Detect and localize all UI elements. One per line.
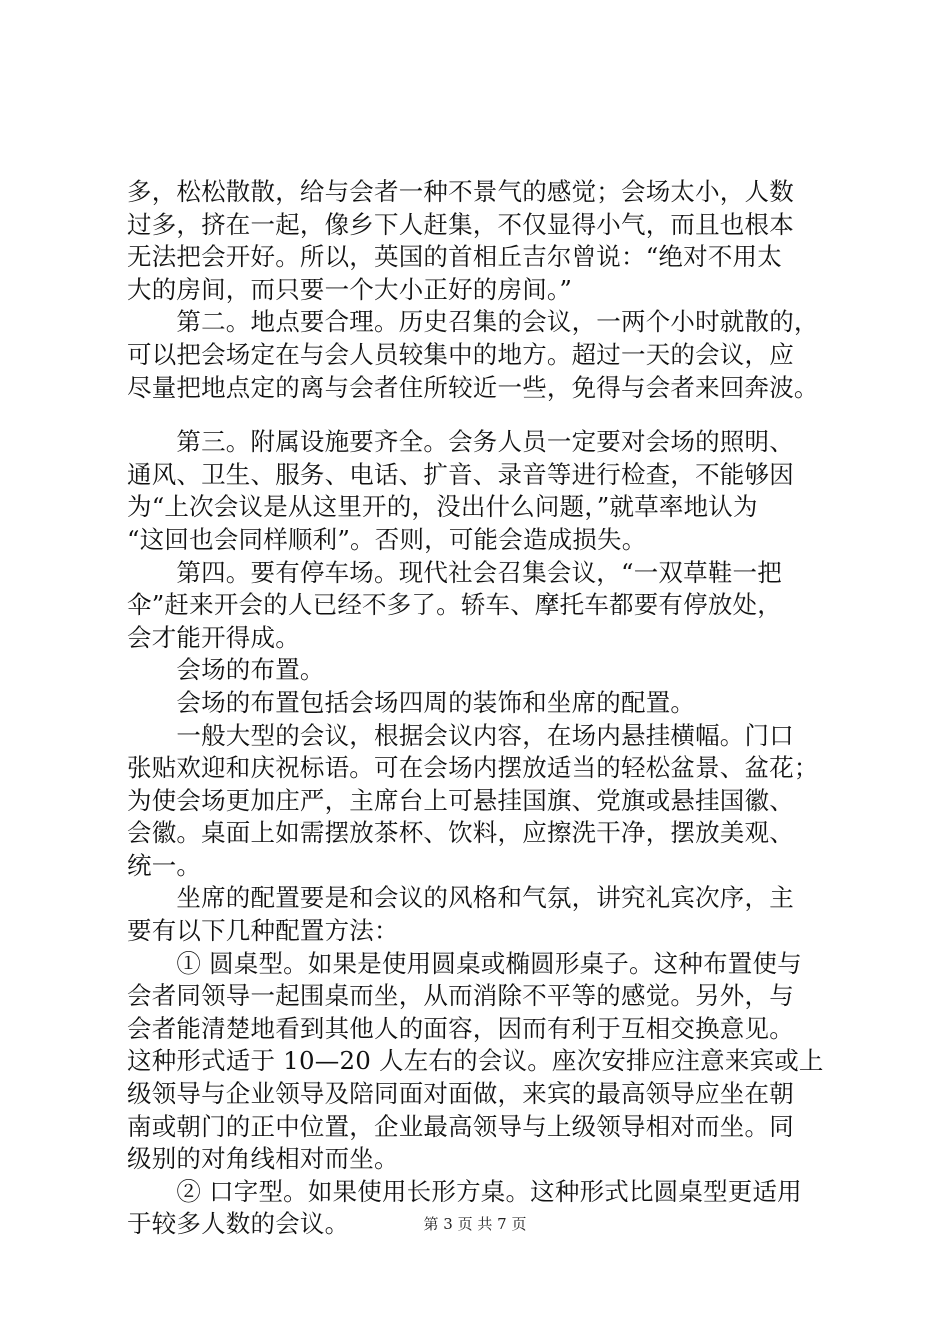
text-line: 级别的对角线相对而坐。 <box>127 1144 399 1174</box>
text-line: ① 圆桌型。如果是使用圆桌或椭圆形桌子。这种布置使与 <box>127 948 802 978</box>
text-line: 于较多人数的会议。 <box>127 1209 350 1239</box>
text-line: 大的房间，而只要一个大小正好的房间。” <box>127 274 573 304</box>
text-line: 通风、卫生、服务、电话、扩音、录音等进行检查，不能够因 <box>127 459 794 489</box>
text-line: 会场的布置。 <box>127 655 325 685</box>
paragraph-gap <box>127 404 832 426</box>
body-text <box>127 176 832 1241</box>
text-line: 会徽。桌面上如需摆放茶杯、饮料，应擦洗干净，摆放美观、 <box>127 818 794 848</box>
text-line: 南或朝门的正中位置，企业最高领导与上级领导相对而坐。同 <box>127 1111 794 1141</box>
text-line: 坐席的配置要是和会议的风格和气氛，讲究礼宾次序，主 <box>127 883 794 913</box>
text-line: 要有以下几种配置方法： <box>127 916 399 946</box>
text-line: 这种形式适于 10—20 人左右的会议。座次安排应注意来宾或上 <box>127 1046 824 1076</box>
text-line: 一般大型的会议，根据会议内容，在场内悬挂横幅。门口 <box>127 720 794 750</box>
text-line: 会场的布置包括会场四周的装饰和坐席的配置。 <box>127 687 696 717</box>
text-line: 为使会场更加庄严，主席台上可悬挂国旗、党旗或悬挂国徽、 <box>127 785 794 815</box>
text-line: 第四。要有停车场。现代社会召集会议，“一双草鞋一把 <box>127 557 782 587</box>
text-line: 尽量把地点定的离与会者住所较近一些，免得与会者来回奔波。 <box>127 372 819 402</box>
text-line: 过多，挤在一起，像乡下人赶集，不仅显得小气，而且也根本 <box>127 209 794 239</box>
text-line: 张贴欢迎和庆祝标语。可在会场内摆放适当的轻松盆景、盆花； <box>127 753 819 783</box>
text-line: 统一。 <box>127 850 202 880</box>
text-line: 会者能清楚地看到其他人的面容，因而有利于互相交换意见。 <box>127 1013 794 1043</box>
text-line: 可以把会场定在与会人员较集中的地方。超过一天的会议，应 <box>127 339 794 369</box>
text-line: 第二。地点要合理。历史召集的会议，一两个小时就散的， <box>127 307 819 337</box>
text-line: 第三。附属设施要齐全。会务人员一定要对会场的照明、 <box>127 427 794 457</box>
page-number: 第 3 页 共 7 页 <box>423 1215 527 1233</box>
text-line: 多，松松散散，给与会者一种不景气的感觉；会场太小，人数 <box>127 177 794 206</box>
text-line: “这回也会同样顺利”。否则，可能会造成损失。 <box>127 524 647 554</box>
text-line: 会才能开得成。 <box>127 622 300 652</box>
text-line: 为“上次会议是从这里开的，没出什么问题，”就草率地认为 <box>127 492 758 522</box>
text-line: 伞”赶来开会的人已经不多了。轿车、摩托车都要有停放处， <box>127 590 782 620</box>
text-line: 会者同领导一起围桌而坐，从而消除不平等的感觉。另外，与 <box>127 981 794 1011</box>
text-line: 无法把会开好。所以，英国的首相丘吉尔曾说：“绝对不用太 <box>127 242 782 272</box>
text-line: 级领导与企业领导及陪同面对面做，来宾的最高领导应坐在朝 <box>127 1079 794 1109</box>
text-line: ② 口字型。如果使用长形方桌。这种形式比圆桌型更适用 <box>127 1176 802 1206</box>
